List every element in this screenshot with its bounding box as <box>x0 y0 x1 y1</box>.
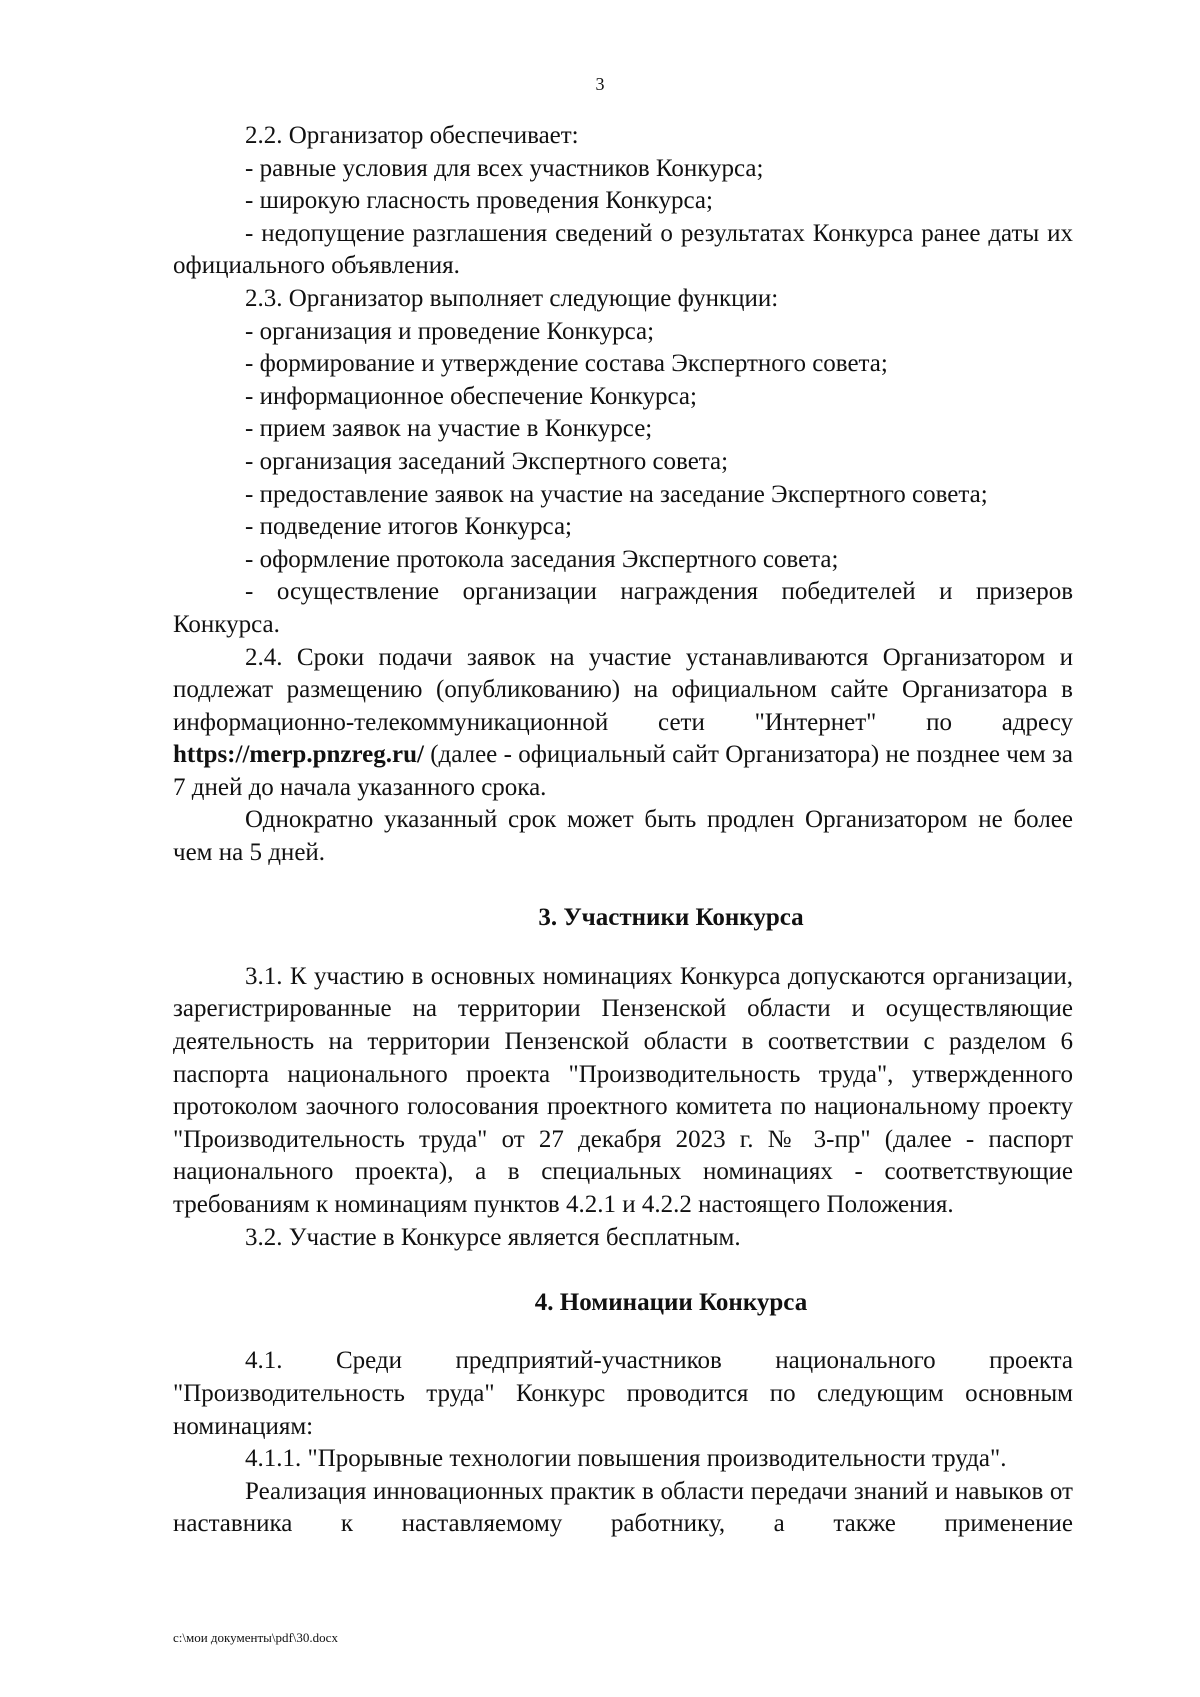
file-path-footer: c:\мои документы\pdf\30.docx <box>173 1630 338 1645</box>
paragraph-4-1-1: 4.1.1. "Прорывные технологии повышения производительности труда". <box>245 1445 1007 1473</box>
section-3-heading: 3. Участники Конкурса <box>538 904 804 932</box>
paragraph-2-4-text-end: (далее - официальный сайт Организатора) не позднее чем за 7 дней до начала указанного срока. <box>173 741 1073 801</box>
list-item: - формирование и утверждение состава Экспертного совета; <box>245 350 888 378</box>
paragraph-4-1-1-description: Реализация инновационных практик в области передачи знаний и навыков от наставника к наставляемому работнику, а также применение <box>173 1477 1073 1538</box>
list-item: - прием заявок на участие в Конкурсе; <box>245 415 653 443</box>
list-item: - подведение итогов Конкурса; <box>245 513 573 541</box>
paragraph-2-3: 2.3. Организатор выполняет следующие функции: <box>245 284 779 312</box>
document-body <box>173 120 1073 1541</box>
page-number: 3 <box>595 74 605 94</box>
paragraph-2-4-text: 2.4. Сроки подачи заявок на участие устанавливаются Организатором и подлежат размещению (опубликованию) на официальном сайте Организатора в информационно-телекоммуникационной сети "Интернет" по адресу <box>173 643 1073 736</box>
spacer <box>173 870 1073 903</box>
paragraph-2-4 <box>173 642 1073 805</box>
organizer-website-link[interactable]: https://merp.pnzreg.ru/ <box>173 741 424 769</box>
list-item: - информационное обеспечение Конкурса; <box>245 382 697 410</box>
list-item: - оформление протокола заседания Экспертного совета; <box>245 545 839 573</box>
list-item: - предоставление заявок на участие на заседание Экспертного совета; <box>245 480 988 508</box>
spacer <box>173 1254 1073 1287</box>
list-item: - организация и проведение Конкурса; <box>245 317 655 345</box>
list-item: - организация заседаний Экспертного совета; <box>245 447 729 475</box>
paragraph-2-2: 2.2. Организатор обеспечивает: <box>245 122 579 149</box>
spacer <box>173 935 1073 961</box>
paragraph-2-4-extension: Однократно указанный срок может быть продлен Организатором не более чем на 5 дней. <box>173 806 1073 867</box>
paragraph-3-1: 3.1. К участию в основных номинациях Конкурса допускаются организации, зарегистрированные на территории Пензенской области и осуществляющие деятельность на территории Пензенской области в соответствии с разделом 6 паспорта национального проекта "Производительность труда", утвержденного протоколом заочного голосования проектного комитета по национальному проекту "Производительность труда" от 27 декабря 2023 г. № 3-пр" (далее - паспорт национального проекта), а в специальных номинациях - соответствующие требованиям к номинациям пунктов 4.2.1 и 4.2.2 настоящего Положения. <box>173 962 1073 1218</box>
paragraph-3-2: 3.2. Участие в Конкурсе является бесплатным. <box>245 1223 741 1251</box>
list-item: - равные условия для всех участников Конкурса; <box>245 154 764 182</box>
spacer <box>173 1319 1073 1345</box>
list-item: - широкую гласность проведения Конкурса; <box>245 187 713 215</box>
list-item: - недопущение разглашения сведений о результатах Конкурса ранее даты их официального объявления. <box>173 219 1073 280</box>
paragraph-4-1: 4.1. Среди предприятий-участников национального проекта "Производительность труда" Конкурс проводится по следующим основным номинациям: <box>173 1347 1073 1440</box>
list-item: - осуществление организации награждения победителей и призеров Конкурса. <box>173 578 1073 638</box>
section-4-heading: 4. Номинации Конкурса <box>534 1288 808 1316</box>
